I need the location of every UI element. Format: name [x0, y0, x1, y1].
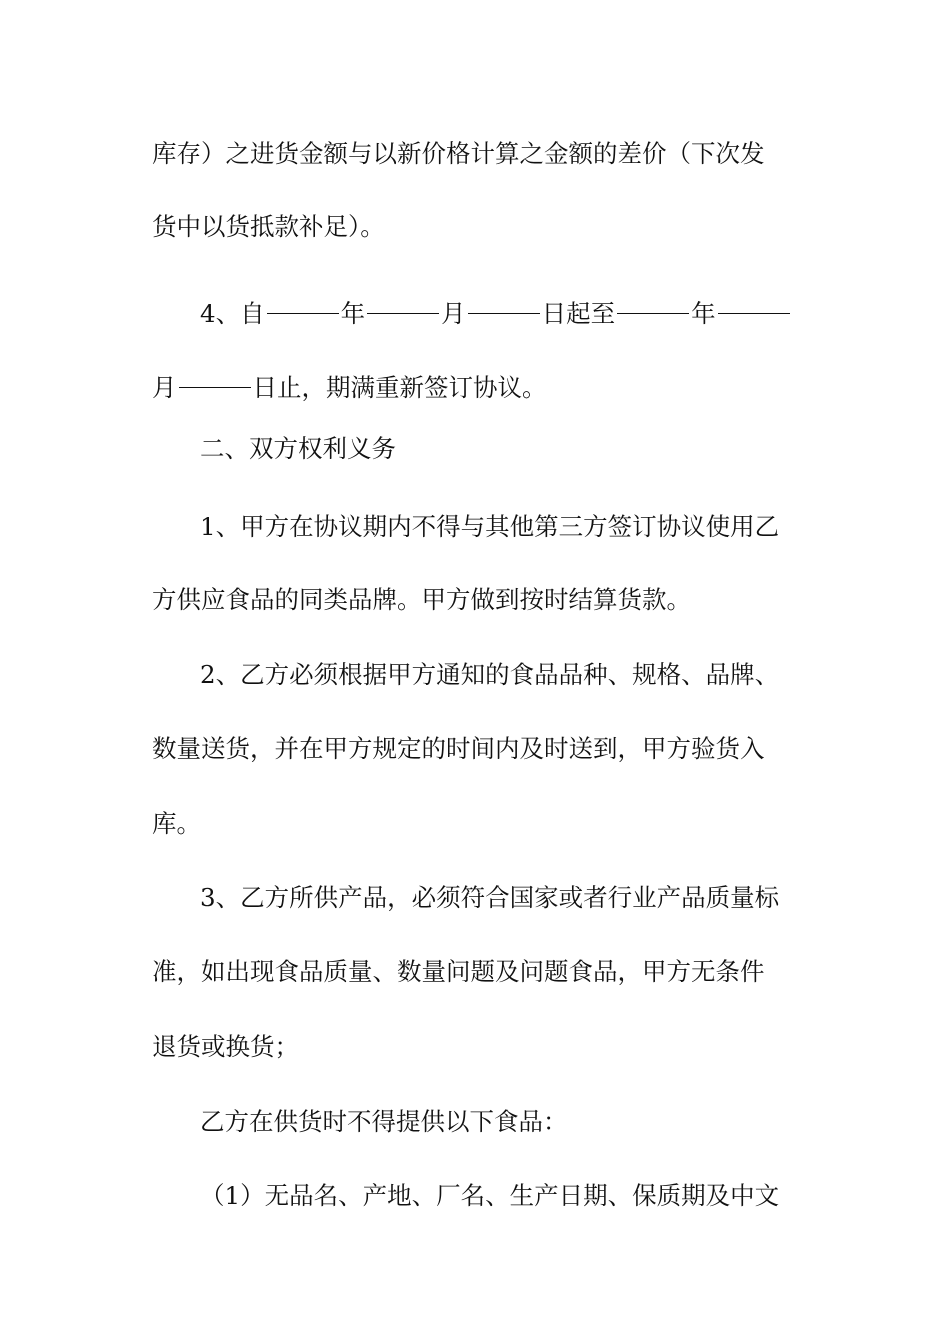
paragraph-line: 库。: [152, 809, 201, 838]
paragraph-line: 2、乙方必须根据甲方通知的食品品种、规格、品牌、: [200, 660, 780, 689]
date-clause-month: 月: [152, 373, 177, 402]
section-heading: 二、双方权利义务: [200, 434, 396, 463]
date-clause-prefix: 4、自: [200, 299, 265, 328]
paragraph-line: 准，如出现食品质量、数量问题及问题食品，甲方无条件: [152, 957, 765, 986]
blank-field: [177, 356, 253, 396]
paragraph-line: 1、甲方在协议期内不得与其他第三方签订协议使用乙: [200, 512, 780, 541]
blank-field: [365, 282, 441, 322]
paragraph-line: 方供应食品的同类品牌。甲方做到按时结算货款。: [152, 585, 691, 614]
paragraph-line: 退货或换货；: [152, 1032, 299, 1061]
date-clause-suffix: 日止，期满重新签订协议。: [252, 373, 547, 402]
paragraph-line: 货中以货抵款补足）。: [152, 212, 385, 241]
paragraph-line: 数量送货，并在甲方规定的时间内及时送到，甲方验货入: [152, 734, 765, 763]
date-clause-year: 年: [340, 299, 366, 328]
date-clause-day: 日起至: [541, 299, 616, 328]
blank-field: [615, 282, 691, 322]
blank-field: [466, 282, 542, 322]
date-clause-line: [200, 282, 860, 328]
date-clause-month: 月: [441, 299, 466, 328]
paragraph-line: 库存）之进货金额与以新价格计算之金额的差价（下次发: [152, 139, 765, 168]
date-clause-continuation: [152, 356, 812, 402]
paragraph-line: 3、乙方所供产品，必须符合国家或者行业产品质量标: [200, 883, 780, 912]
blank-field: [265, 282, 341, 322]
blank-field: [716, 282, 792, 322]
paragraph-line: 乙方在供货时不得提供以下食品：: [200, 1107, 568, 1136]
date-clause-year: 年: [691, 299, 716, 328]
list-item: （1）无品名、产地、厂名、生产日期、保质期及中文: [200, 1181, 780, 1210]
